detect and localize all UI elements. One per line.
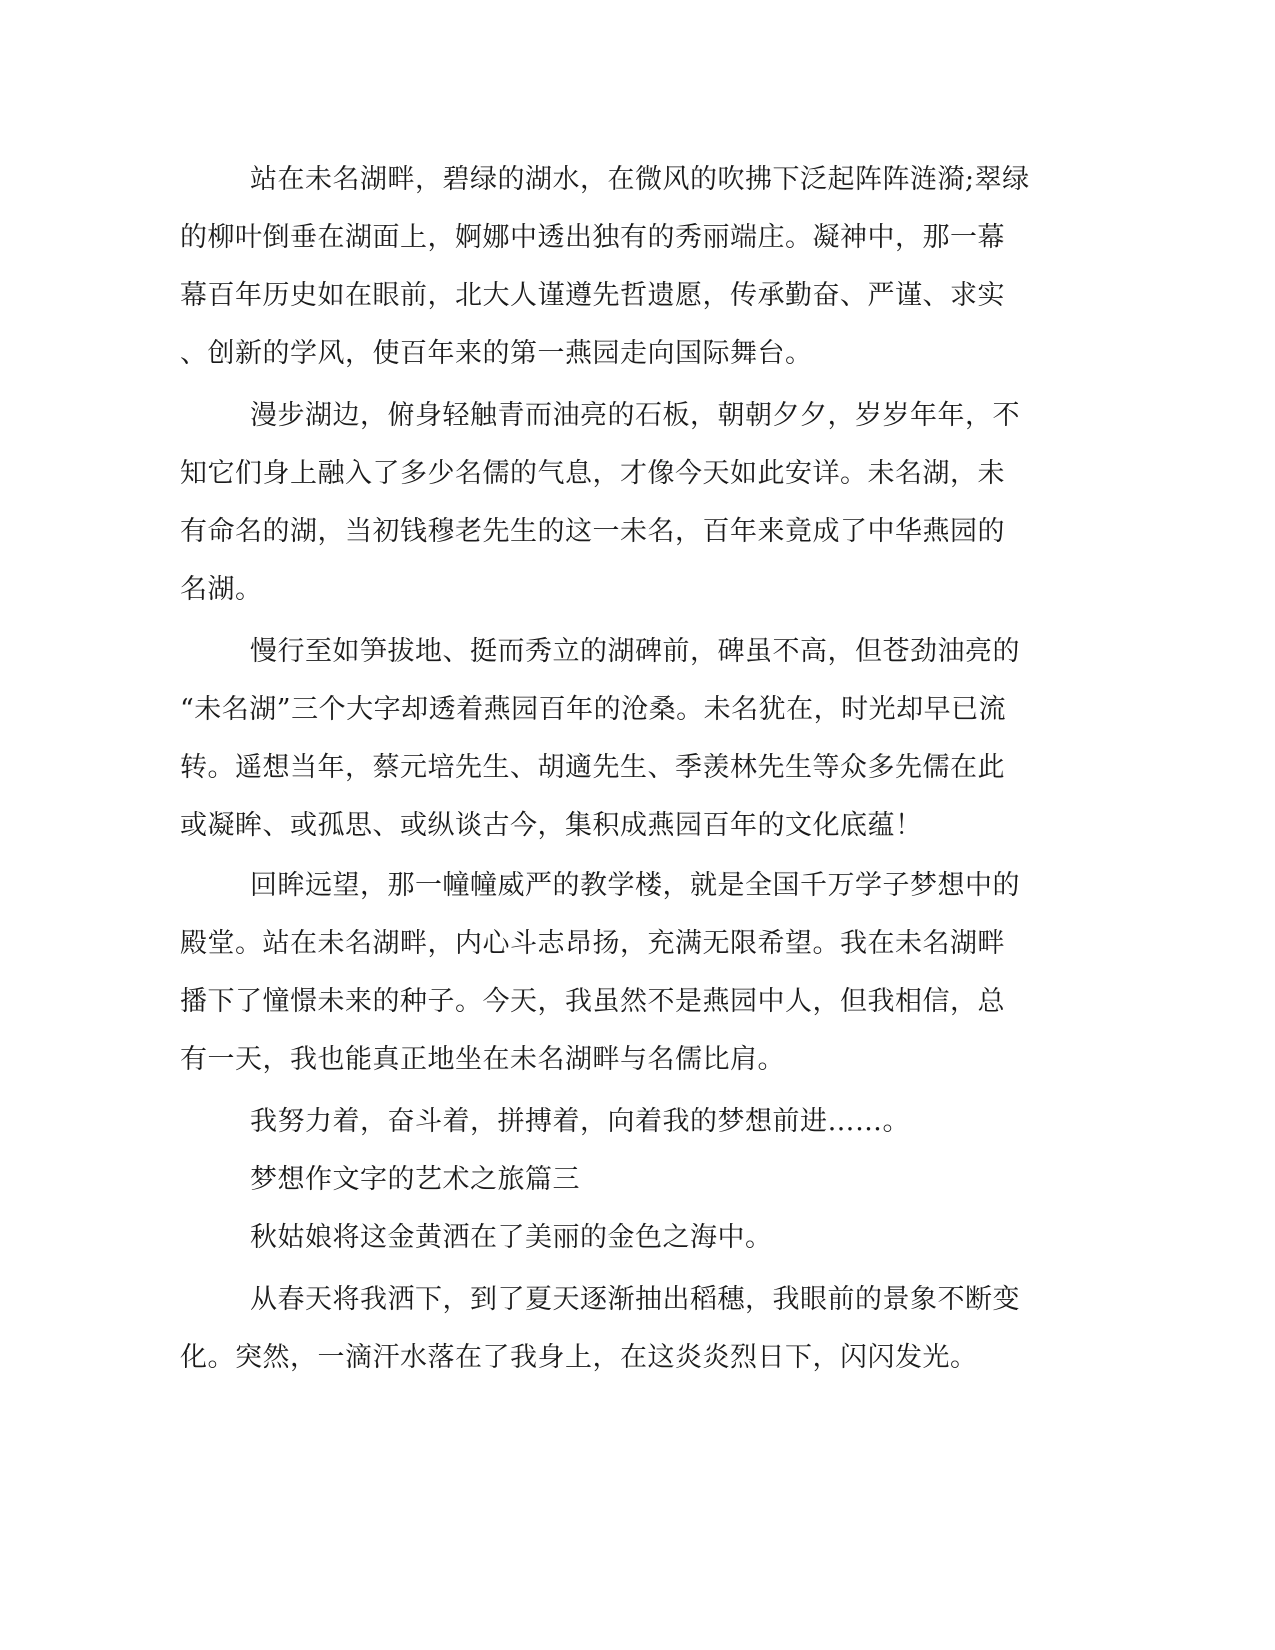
text-line: 有命名的湖，当初钱穆老先生的这一未名，百年来竟成了中华燕园的 [180, 516, 1005, 547]
text-line: 名湖。 [180, 574, 263, 605]
text-line: 转。遥想当年，蔡元培先生、胡適先生、季羡林先生等众多先儒在此 [180, 752, 1005, 783]
text-line: 秋姑娘将这金黄洒在了美丽的金色之海中。 [250, 1222, 773, 1253]
text-line: 、创新的学风，使百年来的第一燕园走向国际舞台。 [180, 338, 813, 369]
text-line: 幕百年历史如在眼前，北大人谨遵先哲遗愿，传承勤奋、严谨、求实 [180, 280, 1005, 311]
text-line: “未名湖”三个大字却透着燕园百年的沧桑。未名犹在，时光却早已流 [180, 694, 1007, 725]
text-line: 有一天，我也能真正地坐在未名湖畔与名儒比肩。 [180, 1044, 785, 1075]
text-line: 回眸远望，那一幢幢威严的教学楼，就是全国千万学子梦想中的 [250, 870, 1020, 901]
text-line: 播下了憧憬未来的种子。今天，我虽然不是燕园中人，但我相信，总 [180, 986, 1005, 1017]
text-line: 或凝眸、或孤思、或纵谈古今，集积成燕园百年的文化底蕴！ [180, 810, 923, 841]
text-line: 的柳叶倒垂在湖面上，婀娜中透出独有的秀丽端庄。凝神中，那一幕 [180, 222, 1005, 253]
text-line: 站在未名湖畔，碧绿的湖水，在微风的吹拂下泛起阵阵涟漪;翠绿 [250, 164, 1030, 195]
text-line: 殿堂。站在未名湖畔，内心斗志昂扬，充满无限希望。我在未名湖畔 [180, 928, 1005, 959]
text-line: 从春天将我洒下，到了夏天逐渐抽出稻穗，我眼前的景象不断变 [250, 1284, 1020, 1315]
text-line: 化。突然，一滴汗水落在了我身上，在这炎炎烈日下，闪闪发光。 [180, 1342, 978, 1373]
section-heading: 梦想作文字的艺术之旅篇三 [250, 1164, 580, 1195]
text-line: 漫步湖边，俯身轻触青而油亮的石板，朝朝夕夕，岁岁年年，不 [250, 400, 1020, 431]
text-line: 慢行至如笋拔地、挺而秀立的湖碑前，碑虽不高，但苍劲油亮的 [250, 636, 1020, 667]
text-line: 知它们身上融入了多少名儒的气息，才像今天如此安详。未名湖，未 [180, 458, 1005, 489]
text-line: 我努力着，奋斗着，拼搏着，向着我的梦想前进……。 [250, 1106, 910, 1137]
